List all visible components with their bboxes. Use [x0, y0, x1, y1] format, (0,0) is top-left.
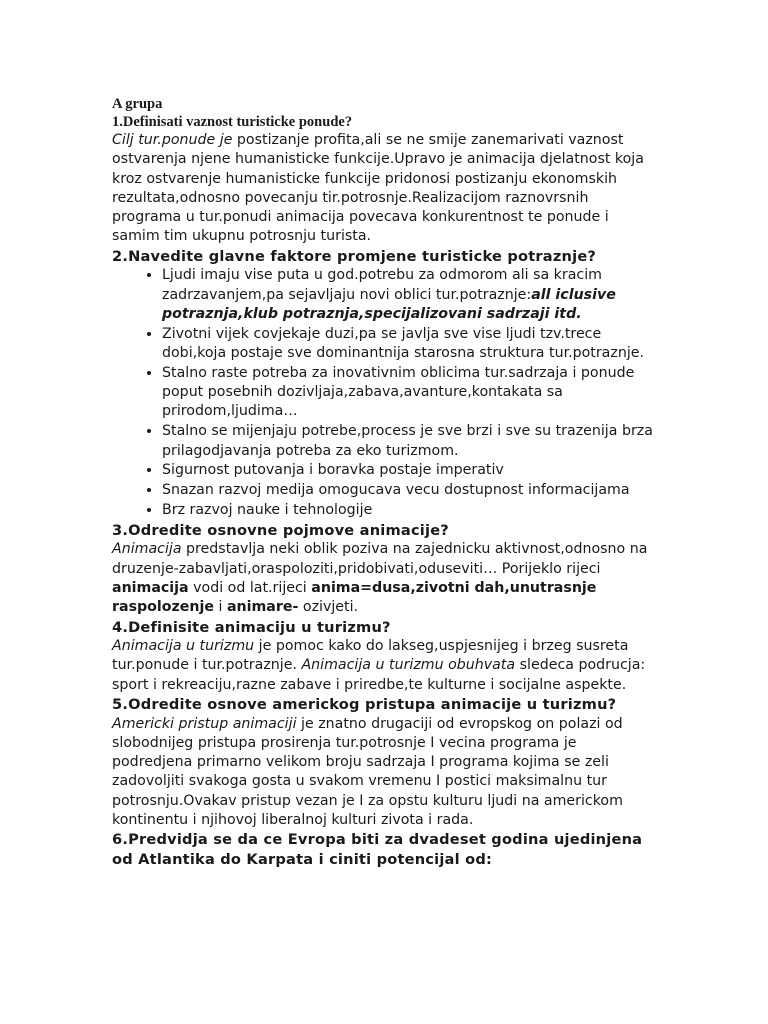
list-item: • Stalno se mijenjaju potrebe,process je sve brzi i sve su trazenija brza prilagodjavanja potreba za eko turizmom.: [162, 422, 658, 461]
answer-3-text: i: [214, 599, 227, 616]
answer-1-text: postizanje profita,ali se ne smije zanemarivati vaznost ostvarenja njene humanisticke funkcije.Upravo je animacija djelatnost koja kroz ostvarenje humanisticke funkcije pridonosi postizanju ekonomskih rezultata,odnosno povecanju tir.potrosnje.Realizacijom raznovrsnih programa u tur.ponudi animacija povecava konkurentnost te ponude i samim tim ukupnu potrosnju turista.: [112, 132, 644, 245]
answer-4-lead: Animacija u turizmu: [112, 638, 255, 655]
question-4-title: 4.Definisite animaciju u turizmu?: [112, 618, 391, 636]
answer-4: [112, 637, 658, 695]
answer-3-term: anima=dusa,zivotni dah,unutrasnje raspolozenje: [112, 579, 597, 616]
answer-3-term: animare-: [226, 599, 299, 616]
answer-3-lead: Animacija: [112, 541, 182, 558]
list-item: • Brz razvoj nauke i tehnologije: [162, 501, 658, 520]
answer-3: [112, 540, 658, 617]
answer-3-term: animacija: [112, 579, 189, 596]
list-item: • Stalno raste potreba za inovativnim oblicima tur.sadrzaja i ponude poput posebnih dozivljaja,zabava,avanture,kontakata sa prirodom,ljudima…: [162, 364, 658, 422]
question-5-title: 5.Odredite osnove americkog pristupa animacije u turizmu?: [112, 696, 617, 713]
answer-4-text: je pomoc kako do lakseg,uspjesnijeg i brzeg susreta tur.ponude i tur.potraznje.: [112, 638, 629, 674]
question-3-title: 3.Odredite osnovne pojmove animacije?: [112, 521, 449, 539]
group-title: A grupa: [112, 96, 163, 112]
answer-4-text: sledeca podrucja: sport i rekreaciju,razne zabave i priredbe,te kulturne i socijalne aspekte.: [112, 657, 646, 693]
answer-2-list: [112, 266, 658, 520]
list-item: [162, 266, 658, 324]
list-item-text: Ljudi imaju vise puta u god.potrebu za odmorom ali sa kracim zadrzavanjem,pa sejavljaju novi oblici tur.potraznje:: [162, 267, 602, 303]
answer-5: [112, 715, 658, 831]
answer-4-emphasis: Animacija u turizmu obuhvata: [301, 657, 516, 674]
list-item: • Sigurnost putovanja i boravka postaje imperativ: [162, 461, 658, 480]
answer-3-text: vodi od lat.rijeci: [188, 579, 312, 596]
list-item: • Zivotni vijek covjekaje duzi,pa se javlja sve vise ljudi tzv.trece dobi,koja postaje sve dominantnija starosna struktura tur.potraznje.: [162, 325, 658, 364]
answer-3-text: ozivjeti.: [298, 599, 359, 616]
list-item-emphasis: all iclusive potraznja,klub potraznja,specijalizovani sadrzaji itd.: [162, 286, 616, 322]
answer-1-lead: Cilj tur.ponude je: [112, 132, 233, 148]
question-1-title: 1.Definisati vaznost turisticke ponude?: [112, 114, 353, 130]
list-item: • Snazan razvoj medija omogucava vecu dostupnost informacijama: [162, 481, 658, 500]
answer-5-text: je znatno drugaciji od evropskog on polazi od slobodnijeg pristupa prosirenja tur.potrosnje I vecina programa je podredjena primarno velikom broju sadrzaja I programa kojima se zeli zadovoljiti svakoga gosta u svakom vremenu I postici maksimalnu tur potrosnju.Ovakav pristup vezan je I za opstu kulturu ljudi na americkom kontinentu i njihovoj liberalnoj kulturi zivota i rada.: [112, 715, 623, 829]
answer-5-lead: Americki pristup animaciji: [112, 715, 297, 732]
question-6-title: 6.Predvidja se da ce Evropa biti za dvadeset godina ujedinjena od Atlantika do Karpata i ciniti potencijal od:: [112, 831, 643, 868]
answer-3-text: predstavlja neki oblik poziva na zajednicku aktivnost,odnosno na druzenje-zabavljati,oraspoloziti,pridobivati,oduseviti… Porijeklo rijeci: [112, 541, 648, 577]
answer-1: [112, 131, 658, 247]
question-2-title: 2.Navedite glavne faktore promjene turisticke potraznje?: [112, 247, 597, 265]
